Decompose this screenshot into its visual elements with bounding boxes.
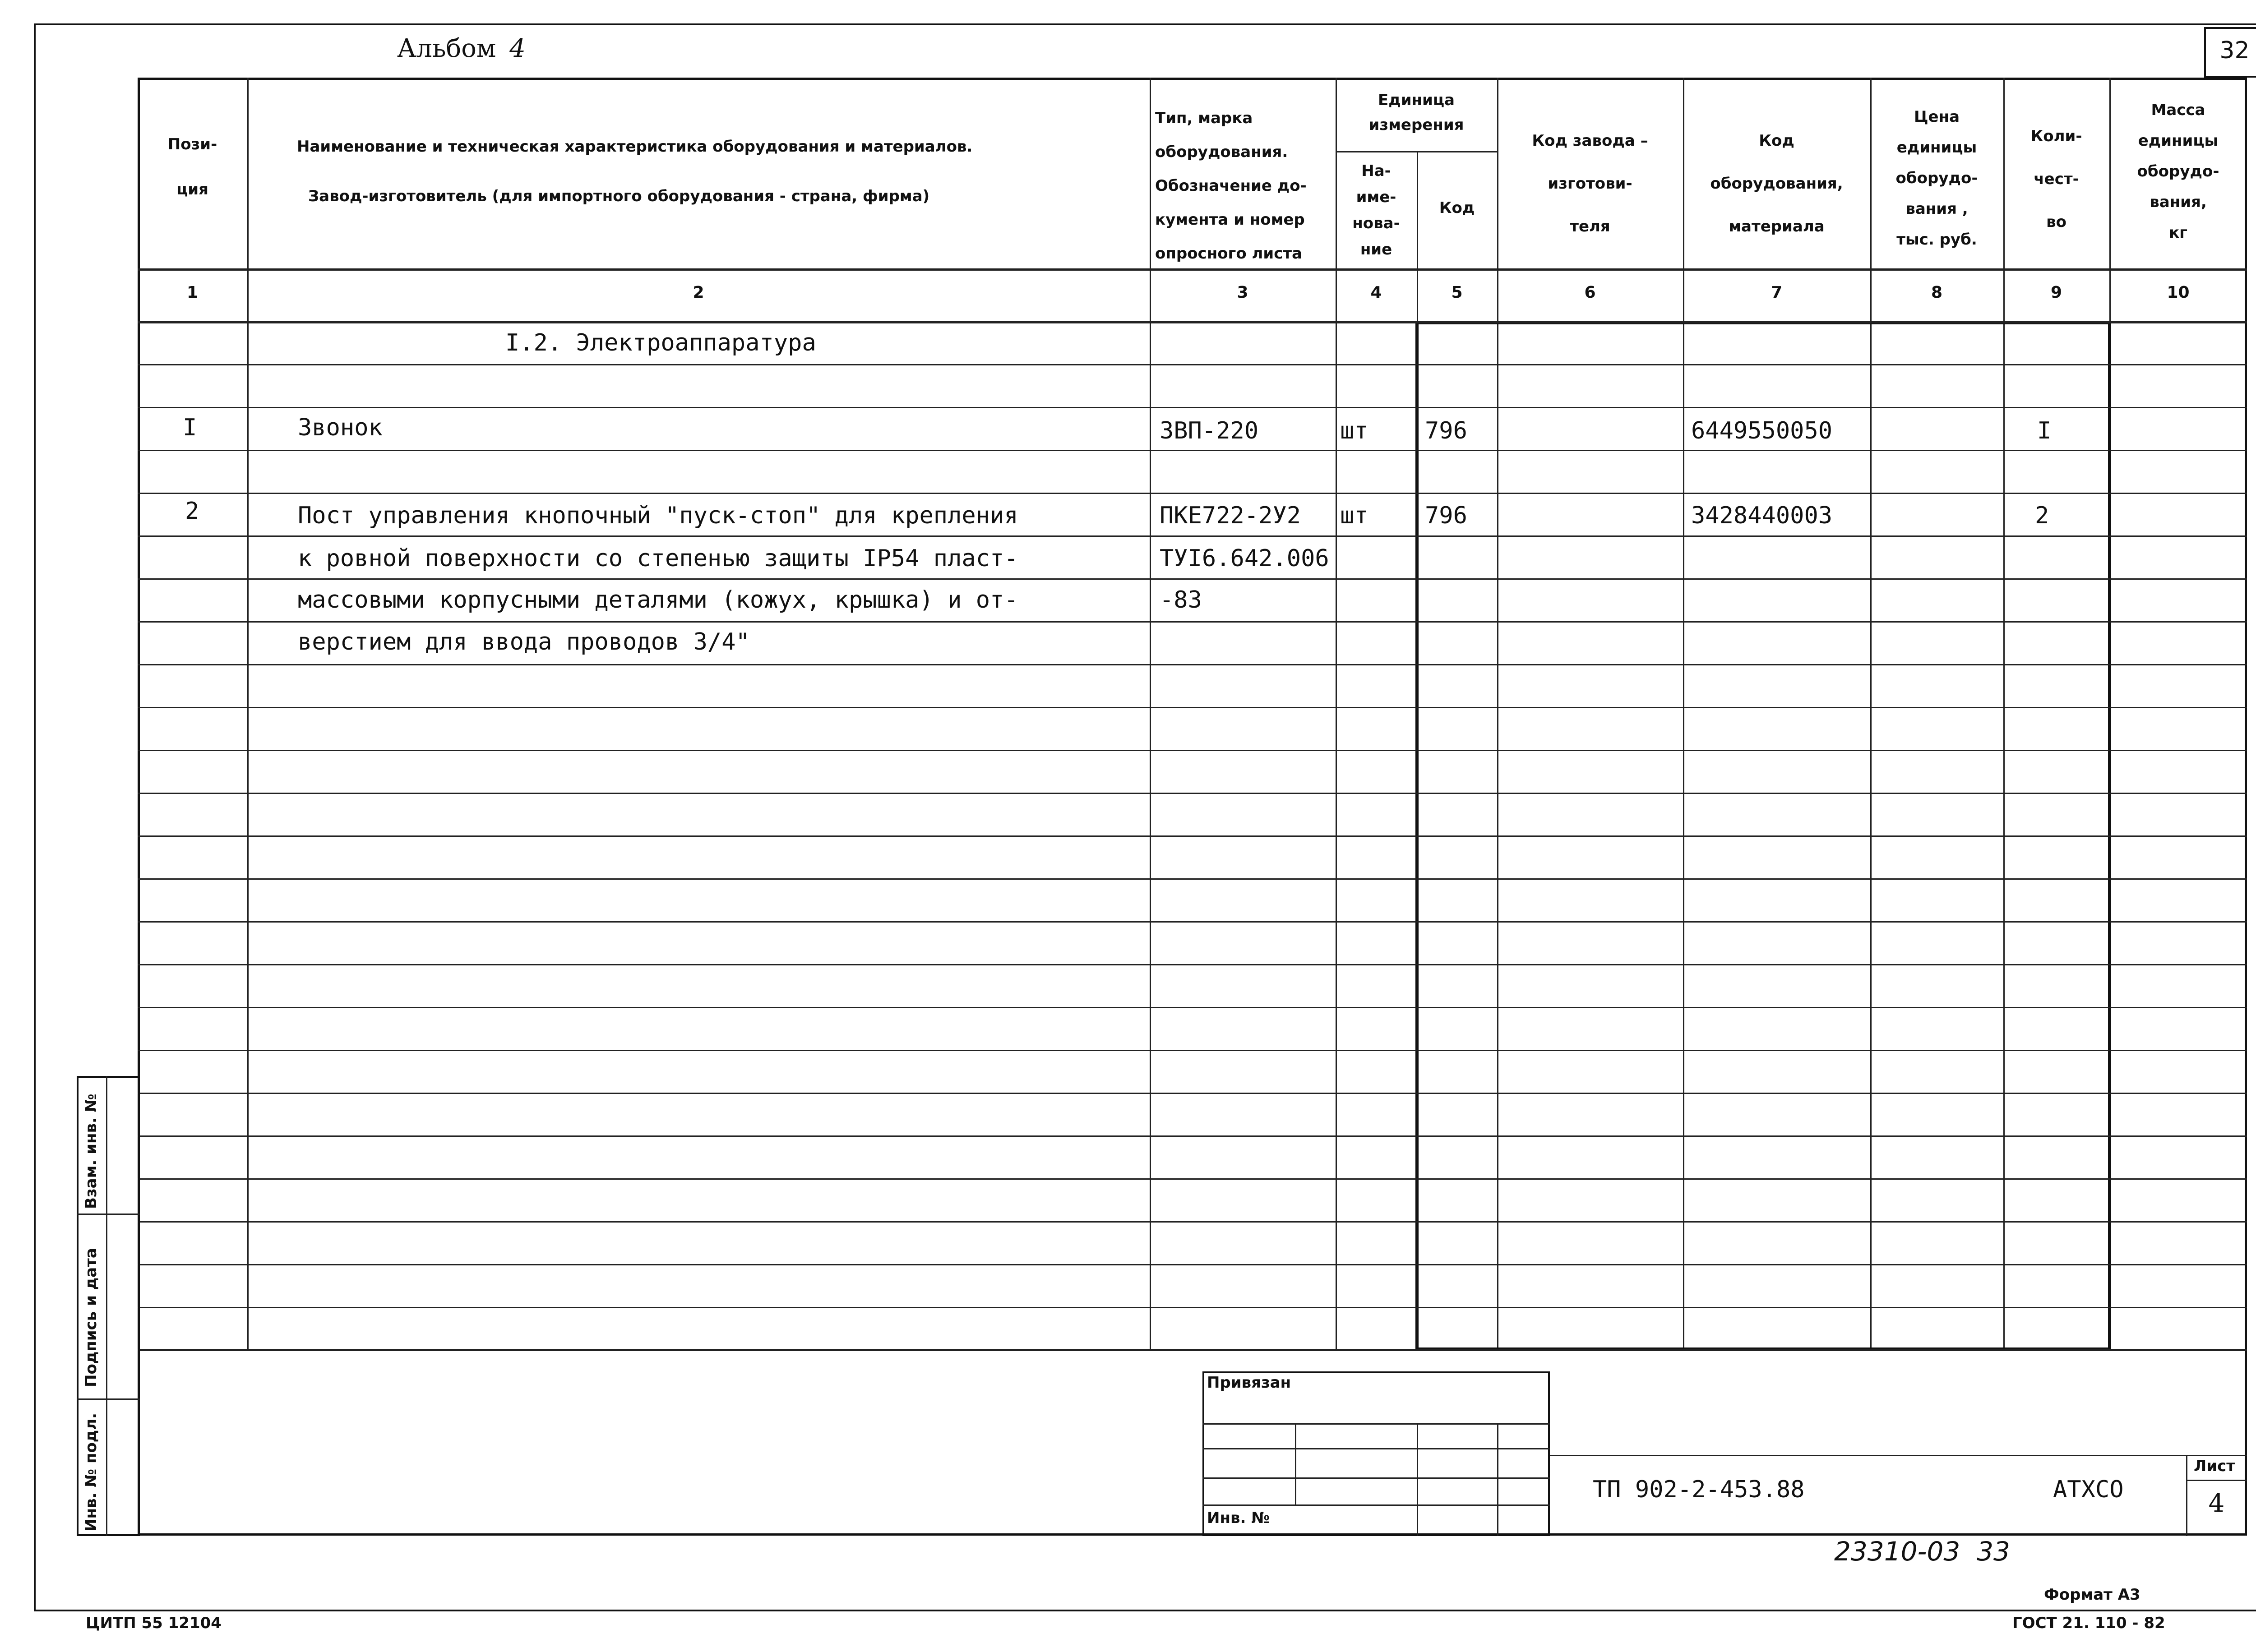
header-type-line3: Обозначение до- <box>1155 177 1307 195</box>
header-qty-line3: во <box>2046 213 2066 231</box>
row2-unit-code: 796 <box>1425 502 1467 529</box>
header-factory-line3: теля <box>1570 217 1610 235</box>
row2-position: 2 <box>185 498 199 525</box>
header-price-line1: Цена <box>1914 108 1960 126</box>
page-number: 32 <box>2219 37 2250 64</box>
row2-type-line1: ПКЕ722-2У2 <box>1160 502 1301 529</box>
header-unit-name-line2: име- <box>1356 188 1396 206</box>
side-stamp-vzam: Взам. инв. № <box>82 1094 100 1209</box>
header-name-line1: Наименование и техническая характеристика оборудования и материалов. <box>297 138 973 156</box>
header-factory-line1: Код завода – <box>1532 132 1648 150</box>
header-factory-code <box>1497 120 1683 248</box>
header-unit-name-line3: нова- <box>1352 214 1400 232</box>
header-equip-line1: Код <box>1759 132 1794 150</box>
header-unit-code: Код <box>1439 199 1475 217</box>
album-label <box>397 34 526 63</box>
row1-equipment-code: 6449550050 <box>1691 417 1833 444</box>
sheet-number: 4 <box>2208 1489 2225 1518</box>
row2-type-line3: -83 <box>1160 586 1202 614</box>
header-type-line4: кумента и номер <box>1155 211 1305 229</box>
row1-quantity: I <box>2037 417 2052 444</box>
row1-name: Звонок <box>298 414 383 441</box>
header-type-line2: оборудования. <box>1155 143 1288 161</box>
header-qty-line2: чест- <box>2034 170 2079 188</box>
header-price-line5: тыс. руб. <box>1896 231 1977 249</box>
header-quantity <box>2003 115 2109 244</box>
col-number-3: 3 <box>1237 283 1248 302</box>
header-type-line5: опросного листа <box>1155 245 1303 263</box>
album-label-text: Альбом <box>397 34 496 63</box>
header-unit-name-line1: На- <box>1361 162 1391 180</box>
col-number-4: 4 <box>1370 283 1382 302</box>
header-unit-line1: Единица <box>1378 91 1455 109</box>
header-factory-line2: изготови- <box>1548 175 1632 193</box>
header-qty-line1: Коли- <box>2030 127 2082 145</box>
header-equip-line2: оборудования, <box>1710 175 1843 193</box>
row2-name-line3: массовыми корпусными деталями (кожух, крышка) и от- <box>298 586 1018 614</box>
section-title: I.2. Электроаппаратура <box>505 329 816 356</box>
row1-unit-code: 796 <box>1425 417 1467 444</box>
header-type <box>1155 102 1333 271</box>
document-code: ТП 902-2-453.88 <box>1593 1476 1805 1503</box>
header-type-line1: Тип, марка <box>1155 109 1253 127</box>
header-name-line2: Завод-изготовитель (для импортного оборудования - страна, фирма) <box>308 187 930 205</box>
header-position-line1: Пози- <box>167 135 217 153</box>
document-mark: АТХСО <box>2053 1476 2124 1503</box>
col-number-6: 6 <box>1584 283 1596 302</box>
row2-name-line2: к ровной поверхности со степенью защиты IP54 пласт- <box>298 545 1018 572</box>
handwritten-number: 23310-03 33 <box>1834 1536 2010 1567</box>
header-mass <box>2109 95 2247 248</box>
header-unit-group <box>1336 88 1497 138</box>
row2-unit: шт <box>1340 502 1368 529</box>
row1-position: I <box>183 414 197 441</box>
album-number: 4 <box>509 34 526 63</box>
row2-name-line1: Пост управления кнопочный "пуск-стоп" для крепления <box>298 502 1018 529</box>
header-unit-name <box>1336 158 1417 263</box>
col-number-5: 5 <box>1451 283 1463 302</box>
header-mass-line5: кг <box>2169 224 2187 242</box>
sheet-label: Лист <box>2194 1457 2235 1475</box>
header-mass-line1: Масса <box>2151 101 2205 119</box>
header-price-line3: оборудо- <box>1895 169 1978 187</box>
row2-equipment-code: 3428440003 <box>1691 502 1833 529</box>
row1-type: ЗВП-220 <box>1160 417 1259 444</box>
col-number-1: 1 <box>186 283 199 302</box>
header-price <box>1870 102 2003 255</box>
row2-type-line2: ТУI6.642.006 <box>1160 545 1329 572</box>
col-number-7: 7 <box>1771 283 1783 302</box>
inv-no-label: Инв. № <box>1207 1509 1270 1527</box>
side-stamp-inv-podl: Инв. № подл. <box>82 1412 100 1532</box>
header-unit-name-line4: ние <box>1360 240 1392 258</box>
header-equipment-code <box>1683 120 1870 248</box>
header-mass-line4: вания, <box>2150 193 2207 211</box>
col-number-2: 2 <box>693 283 704 302</box>
format-label: Формат А3 <box>2044 1586 2140 1604</box>
row2-quantity: 2 <box>2035 502 2049 529</box>
side-stamp-podpis: Подпись и дата <box>82 1248 100 1387</box>
header-price-line2: единицы <box>1896 138 1977 157</box>
row1-unit: шт <box>1340 417 1368 444</box>
row2-name-line4: верстием для ввода проводов 3/4" <box>298 628 750 655</box>
header-equip-line3: материала <box>1729 217 1825 235</box>
header-mass-line2: единицы <box>2138 132 2219 150</box>
col-number-8: 8 <box>1931 283 1943 302</box>
gost-label: ГОСТ 21. 110 - 82 <box>2012 1614 2165 1632</box>
col-number-9: 9 <box>2050 283 2062 302</box>
header-position <box>138 122 247 212</box>
header-mass-line3: оборудо- <box>2137 162 2219 180</box>
header-price-line4: вания , <box>1905 200 1968 218</box>
tsitp-label: ЦИТП 55 12104 <box>86 1614 222 1632</box>
header-name <box>247 122 1150 221</box>
privyazan-label: Привязан <box>1207 1374 1291 1392</box>
col-number-10: 10 <box>2167 283 2190 302</box>
header-unit-line2: измерения <box>1368 116 1464 134</box>
header-position-line2: ция <box>176 180 208 198</box>
